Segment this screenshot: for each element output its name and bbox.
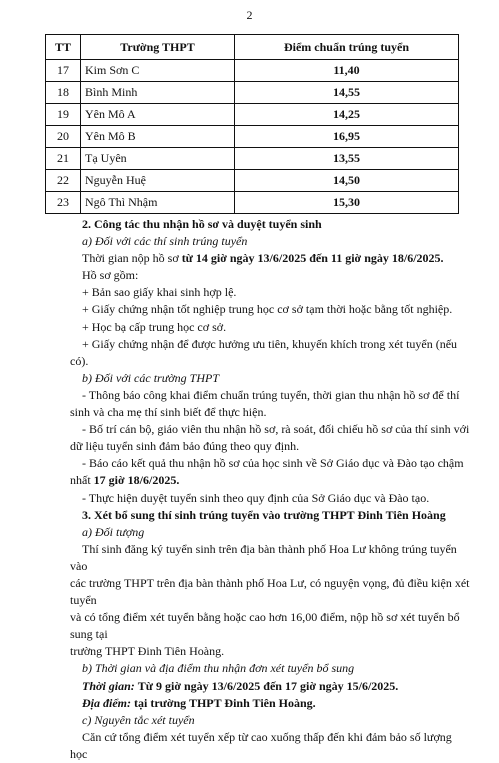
eligibility-line-1: Thí sinh đăng ký tuyển sinh trên địa bàn thành phố Hoa Lư không trúng tuyển vào	[70, 541, 457, 573]
cell-score: 16,95	[235, 126, 459, 148]
section-3-sub-c: c) Nguyên tắc xét tuyển	[82, 712, 195, 727]
section-3-heading: 3. Xét bổ sung thí sinh trúng tuyển vào trường THPT Đinh Tiên Hoàng	[82, 507, 446, 522]
submission-time	[70, 250, 470, 267]
extra-time	[70, 678, 470, 695]
b3-line-2	[70, 472, 470, 489]
principle-line: Căn cứ tổng điểm xét tuyển xếp từ cao xuống thấp đến khi đảm bảo số lượng học	[70, 729, 452, 761]
eligibility-line-3: và có tổng điểm xét tuyển bằng hoặc cao hơn 16,00 điểm, nộp hồ sơ xét tuyển bổ sung tại	[70, 610, 460, 642]
col-header-school: Trường THPT	[81, 35, 235, 60]
b3-prefix: nhất	[70, 473, 94, 488]
b2-line-2: dữ liệu tuyển sinh đảm bảo đúng theo quy định.	[70, 439, 300, 454]
doc-item: + Giấy chứng nhận tốt nghiệp trung học cơ sở tạm thời hoặc bằng tốt nghiệp.	[82, 302, 453, 317]
extra-time-label: Thời gian:	[82, 678, 138, 693]
b2-line-1: - Bố trí cán bộ, giáo viên thu nhận hồ sơ, rà soát, đối chiếu hồ sơ của thí sinh với	[82, 422, 470, 437]
extra-time-value: Từ 9 giờ ngày 13/6/2025 đến 17 giờ ngày 15/6/2025.	[137, 678, 399, 693]
cell-tt: 17	[46, 60, 81, 82]
cell-tt: 20	[46, 126, 81, 148]
table-header-row	[46, 35, 459, 60]
col-header-score: Điểm chuẩn trúng tuyển	[235, 35, 459, 60]
cell-score: 14,55	[235, 82, 459, 104]
doc-item: + Học bạ cấp trung học cơ sở.	[82, 319, 227, 334]
cell-school: Nguyễn Huệ	[81, 170, 235, 192]
cell-score: 14,50	[235, 170, 459, 192]
table-row	[46, 104, 459, 126]
b1-line-2: sinh và cha mẹ thí sinh biết để thực hiện.	[70, 405, 267, 420]
b1-line-1: - Thông báo công khai điểm chuẩn trúng tuyển, thời gian thu nhận hồ sơ để thí	[82, 387, 460, 402]
cell-school: Tạ Uyên	[81, 148, 235, 170]
b3-line-1: - Báo cáo kết quả thu nhận hồ sơ của học sinh về Sở Giáo dục và Đào tạo chậm	[82, 456, 464, 471]
doc-item: + Bản sao giấy khai sinh hợp lệ.	[82, 285, 237, 300]
submission-time-prefix: Thời gian nộp hồ sơ	[82, 251, 182, 266]
submission-time-value: từ 14 giờ ngày 13/6/2025 đến 11 giờ ngày 18/6/2025.	[181, 251, 444, 266]
cell-school: Kim Sơn C	[81, 60, 235, 82]
cell-score: 11,40	[235, 60, 459, 82]
table-row	[46, 60, 459, 82]
docs-intro: Hồ sơ gồm:	[82, 268, 139, 283]
eligibility-line-2: các trường THPT trên địa bàn thành phố Hoa Lư, có nguyện vọng, đủ điều kiện xét tuyển	[70, 575, 470, 608]
cell-tt: 23	[46, 192, 81, 214]
cell-school: Yên Mô B	[81, 126, 235, 148]
cell-score: 13,55	[235, 148, 459, 170]
table-row	[46, 170, 459, 192]
b4-line: - Thực hiện duyệt tuyển sinh theo quy định của Sở Giáo dục và Đào tạo.	[82, 490, 430, 505]
benchmark-scores-table	[45, 34, 459, 214]
cell-school: Bình Minh	[81, 82, 235, 104]
extra-place-label: Địa điểm:	[82, 695, 134, 710]
cell-score: 14,25	[235, 104, 459, 126]
extra-place-value: tại trường THPT Đinh Tiên Hoàng.	[134, 695, 316, 710]
cell-tt: 22	[46, 170, 81, 192]
section-2-sub-a: a) Đối với các thí sinh trúng tuyển	[82, 234, 248, 249]
cell-tt: 18	[46, 82, 81, 104]
eligibility-line-4: trường THPT Đinh Tiên Hoàng.	[70, 644, 225, 659]
page-number: 2	[246, 8, 253, 22]
cell-tt: 19	[46, 104, 81, 126]
cell-tt: 21	[46, 148, 81, 170]
extra-place	[70, 695, 470, 712]
doc-item: + Giấy chứng nhận để được hưởng ưu tiên, khuyến khích trong xét tuyển (nếu có).	[70, 336, 458, 368]
document-body	[70, 216, 470, 763]
section-2-sub-b: b) Đối với các trường THPT	[82, 370, 220, 385]
section-3-sub-b: b) Thời gian và địa điểm thu nhận đơn xét tuyển bổ sung	[82, 661, 355, 676]
table-row	[46, 126, 459, 148]
b3-deadline: 17 giờ 18/6/2025.	[93, 473, 180, 488]
col-header-tt: TT	[46, 35, 81, 60]
cell-school: Ngô Thì Nhậm	[81, 192, 235, 214]
table-row	[46, 148, 459, 170]
section-3-sub-a: a) Đối tượng	[82, 524, 145, 539]
cell-school: Yên Mô A	[81, 104, 235, 126]
table-row	[46, 192, 459, 214]
section-2-heading: 2. Công tác thu nhận hồ sơ và duyệt tuyển sinh	[82, 217, 322, 231]
table-row	[46, 82, 459, 104]
cell-score: 15,30	[235, 192, 459, 214]
